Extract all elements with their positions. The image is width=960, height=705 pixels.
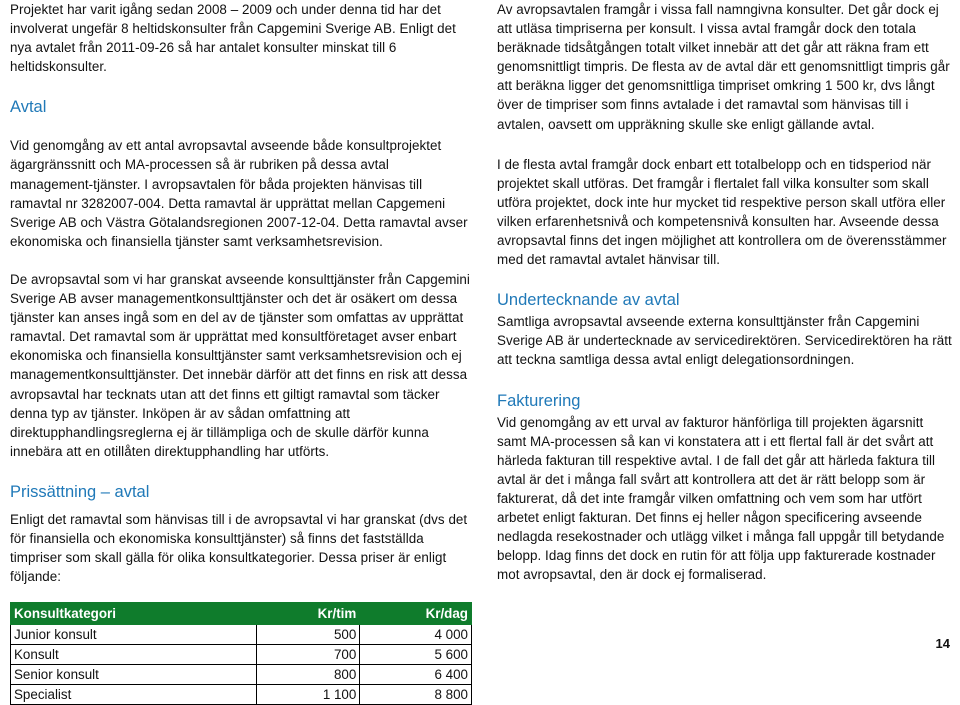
- fakturering-heading: Fakturering: [497, 391, 581, 410]
- page-number: 14: [935, 636, 950, 651]
- cell-category: Junior konsult: [11, 625, 257, 645]
- right-paragraph-2: I de flesta avtal framgår dock enbart ett totalbelopp och en tidsperiod när projektet skall utföras. Det framgår i flertalet fall vilka konsulter som skall utföra projektet, dock inte hur mycket tid respektive person skall utföra eller vilken erfarenhetsnivå och kompetensnivå konsulten har. Avseende dessa avropsavtal finns det ingen möjlighet att kontrollera om de överensstämmer med det ramavtal avtalet hänvisar till.: [497, 156, 947, 268]
- cell-category: Specialist: [11, 685, 257, 705]
- price-table: [10, 602, 472, 705]
- cell-category: Konsult: [11, 645, 257, 665]
- avtal-heading: Avtal: [10, 98, 47, 117]
- cell-category: Senior konsult: [11, 665, 257, 685]
- cell-per-hour: 800: [257, 665, 360, 685]
- prissattning-heading: Prissättning – avtal: [10, 482, 150, 501]
- prissattning-paragraph: Enligt det ramavtal som hänvisas till i de avropsavtal vi har granskat (dvs det för finansiella och ekonomiska konsulttjänster) så finns det fastställda timpriser som skall gälla för olika konsultkategorier. Dessa priser är enligt följande:: [10, 511, 468, 585]
- cell-per-day: 8 800: [360, 685, 472, 705]
- avtal-paragraph-1: Vid genomgång av ett antal avropsavtal avseende både konsultprojektet ägargränssnitt och MA-processen så är rubriken på dessa avtal management-tjänster. I avropsavtalen för båda projekten hänvisas till ramavtal nr 3282007-004. Detta ramavtal är upprättat mellan Capgemeni Sverige AB och Västra Götalandsregionen 2007-12-04. Detta ramavtal avser ekonomiska och finansiella tjänster samt verksamhetsrevision.: [10, 138, 468, 249]
- table-row: [11, 685, 472, 705]
- header-category: Konsultkategori: [11, 603, 257, 625]
- cell-per-day: 4 000: [360, 625, 472, 645]
- right-paragraph-1: Av avropsavtalen framgår i vissa fall namngivna konsulter. Det går dock ej att utläsa timpriserna per konsult. I vissa avtal framgår dock den totala beräknade tidsåtgången totalt vilket innebär att det går att räkna fram ett genomsnittligt timpris. De flesta av de avtal där ett genomsnittligt timpris går att beräkna ligger det genomsnittliga timpriset omkring 1 500 kr, dvs långt över de timpriser som finns avtalade i det ramavtal som hänvisas till i avtalen, oavsett om uppräkning skulle ske enligt gällande avtal.: [497, 2, 950, 132]
- undertecknande-paragraph: Samtliga avropsavtal avseende externa konsulttjänster från Capgemini Sverige AB är undertecknade av servicedirektören. Servicedirektören ha rätt att teckna samtliga dessa avtal enligt delegationsordningen.: [497, 314, 952, 368]
- price-table-header: [11, 603, 472, 625]
- undertecknande-heading: Undertecknande av avtal: [497, 291, 680, 310]
- cell-per-hour: 1 100: [257, 685, 360, 705]
- table-row: [11, 625, 472, 645]
- fakturering-paragraph: Vid genomgång av ett urval av fakturor hänförliga till projekten ägarsnitt samt MA-processen så kan vi konstatera att i ett flertal fall är det svårt att härleda fakturan till respektive avtal. I de fall det går att härleda faktura till avtal är det i många fall svårt att kontrollera att det är rätt belopp som är fakturerat, då det inte framgår vilken omfattning och vem som har utfört arbetet enligt fakturan. Det finns ej heller någon specificering avseende nedlagda resekostnader och utlägg vilket i många fall uppgår till betydande belopp. Idag finns det dock en rutin för att följa upp fakturerade kostnader mot avropsavtal, den är dock ej formaliserad.: [497, 414, 945, 583]
- avtal-paragraph-2: De avropsavtal som vi har granskat avseende konsulttjänster från Capgemini Sverige AB avser managementkonsulttjänster och det är osäkert om dessa tjänster kan anses ingå som en del av de tjänster som omfattas av upprättat ramavtal. Det ramavtal som är upprättat med konsultföretaget avser enbart ekonomiska och finansiella konsulttjänster samt verksamhetsrevision och ej managementkonsulttjänster. Det innebär därför att det finns en risk att dessa avropsavtal har tecknats utan att det finns ett giltigt ramavtal som täcker denna typ av tjänster. Inköpen är av sådan omfattning att direktupphandlingsreglerna ej är tillämpliga och de skulle därför kunna innebära att en otillåten direktupphandling har utförts.: [10, 271, 470, 459]
- cell-per-hour: 700: [257, 645, 360, 665]
- left-column: [10, 0, 472, 705]
- intro-paragraph: Projektet har varit igång sedan 2008 – 2009 och under denna tid har det involverat ungefär 8 heltidskonsulter från Capgemini Sverige AB. Enligt det nya avtalet från 2011-09-26 så har antalet konsulter minskat till 6 heltidskonsulter.: [10, 2, 456, 75]
- cell-per-day: 5 600: [360, 645, 472, 665]
- cell-per-hour: 500: [257, 625, 360, 645]
- table-row: [11, 665, 472, 685]
- cell-per-day: 6 400: [360, 665, 472, 685]
- table-row: [11, 645, 472, 665]
- right-column: [497, 0, 954, 584]
- header-per-hour: Kr/tim: [257, 603, 360, 625]
- header-per-day: Kr/dag: [360, 603, 472, 625]
